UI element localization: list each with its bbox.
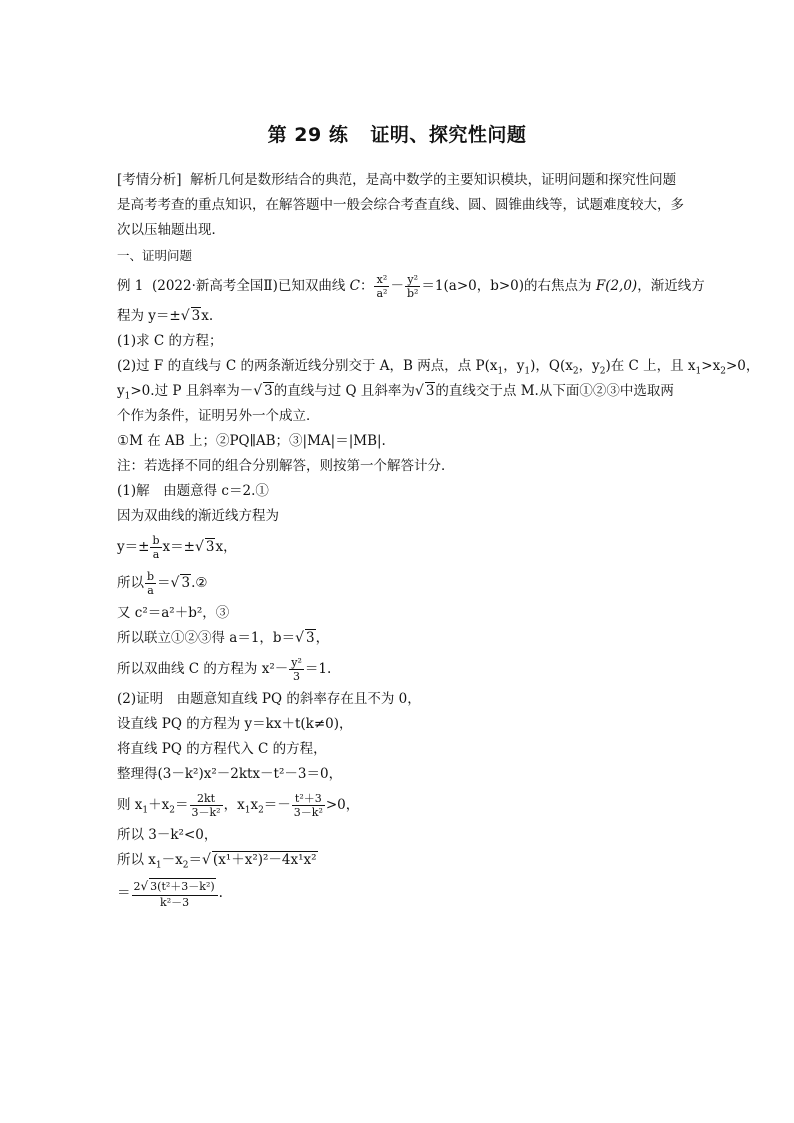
proof-line-2: 设直线 PQ 的方程为 y＝kx＋t(k≠0)， [117, 716, 353, 732]
sqrt-expression: (x¹＋x²)²－4x¹x² [212, 852, 317, 868]
title-topic: 证明、探究性问题 [370, 124, 527, 146]
proof-line-1: (2)证明 由题意知直线 PQ 的斜率存在且不为 0， [117, 691, 421, 707]
example-line-2: 程为 y＝±√ 3x. [117, 308, 214, 324]
solution-line-4: 所以 $\frac{b}{a}$ ＝√ 3.② [117, 570, 208, 597]
solution-line-5: 又 c²＝a²＋b²，③ [117, 605, 230, 621]
analysis-label: [考情分析] [117, 172, 182, 188]
example-label: 例 1 [117, 278, 144, 294]
title-number: 第 29 练 [267, 124, 349, 146]
proof-line-5: 则 $x_1+x_2=$ $\frac{2kt}{\text{3－k²}}$ ，$x_1x_2=-$ $\frac{\text{t²＋3}}{\text{3－k²}}$ >0， [117, 792, 360, 819]
question-2: (2)过 F 的直线与 C 的两条渐近线分别交于 A，B 两点，点 $P(x_1$，$y_1$)，$Q(x_2$，$y_2$)在 C 上，且 $x_1>x_2>0$， [117, 358, 760, 377]
question-1: (1)求 C 的方程； [117, 333, 223, 349]
fraction-2kt: $\frac{2kt}{\text{3－k²}}$ [191, 792, 221, 819]
fraction-b-a-2: $\frac{b}{a}$ [147, 570, 155, 597]
solution-line-2: 因为双曲线的渐近线方程为 [117, 508, 279, 524]
fraction-t2-3: $\frac{\text{t²＋3}}{\text{3－k²}}$ [293, 792, 323, 819]
solution-line-7: 所以双曲线 C 的方程为 x²－ $\frac{\text{y²}}{3}$ ＝1. [117, 656, 332, 683]
solution-line-1: (1)解 由题意得 c＝2.① [117, 483, 269, 499]
fraction-b-a: $\frac{b}{a}$ [152, 534, 160, 561]
fraction-x2-a2: $\frac{\text{x²}}{\text{a²}}$ [376, 273, 388, 300]
conditions-list: ①M 在 AB 上；②PQ∥AB；③|MA|＝|MB|. [117, 433, 386, 449]
fraction-final: $\frac{\text{2√ 3(t²＋3－k²)}}{\text{k²－3}}$ [132, 878, 218, 909]
analysis-paragraph [117, 168, 687, 243]
solution-line-6: 所以联立①②③得 a＝1，b＝√ 3， [117, 630, 330, 646]
note-text: 注：若选择不同的组合分别解答，则按第一个解答计分． [117, 458, 455, 474]
section-heading: 一、证明问题 [117, 248, 193, 263]
solution-line-3: y＝± $\frac{b}{a}$ x＝±√ 3x， [117, 534, 237, 561]
question-2-line-2: $y_1>0$.过 P 且斜率为－√ 3的直线与过 Q 且斜率为√ 3的直线交于点 M.从下面①②③中选取两 [117, 383, 674, 402]
main-content [117, 168, 760, 913]
question-2-line-3: 个作为条件，证明另外一个成立． [117, 408, 320, 424]
analysis-text: 解析几何是数形结合的典范，是高中数学的主要知识模块，证明问题和探究性问题是高考考查的重点知识，在解答题中一般会综合考查直线、圆、圆锥曲线等，试题难度较大，多次以压轴题出现． [117, 172, 684, 238]
page-title [0, 120, 794, 147]
fraction-y2-b2: $\frac{\text{y²}}{\text{b²}}$ [406, 273, 419, 300]
proof-line-3: 将直线 PQ 的方程代入 C 的方程， [117, 741, 327, 757]
proof-line-7: 所以 $x_1-x_2=√$ (x¹＋x²)²－4x¹x² [117, 852, 317, 871]
example-line-1: 例 1 (2022·新高考全国Ⅱ)已知双曲线 C： $\frac{\text{x²}}{\text{a²}}$ － $\frac{\text{y²}}{\text{b²}}$ ＝1(a>0，b>0)的右焦点为 F(2,0)，渐近线方 [117, 273, 705, 300]
proof-line-4: 整理得(3－k²)x²－2ktx－t²－3＝0， [117, 766, 343, 782]
proof-line-6: 所以 3－k²<0， [117, 827, 218, 843]
fraction-y2-3: $\frac{\text{y²}}{3}$ [291, 656, 302, 683]
proof-line-8: ＝ $\frac{\text{2√ 3(t²＋3－k²)}}{\text{k²－3}}$ . [117, 879, 223, 909]
